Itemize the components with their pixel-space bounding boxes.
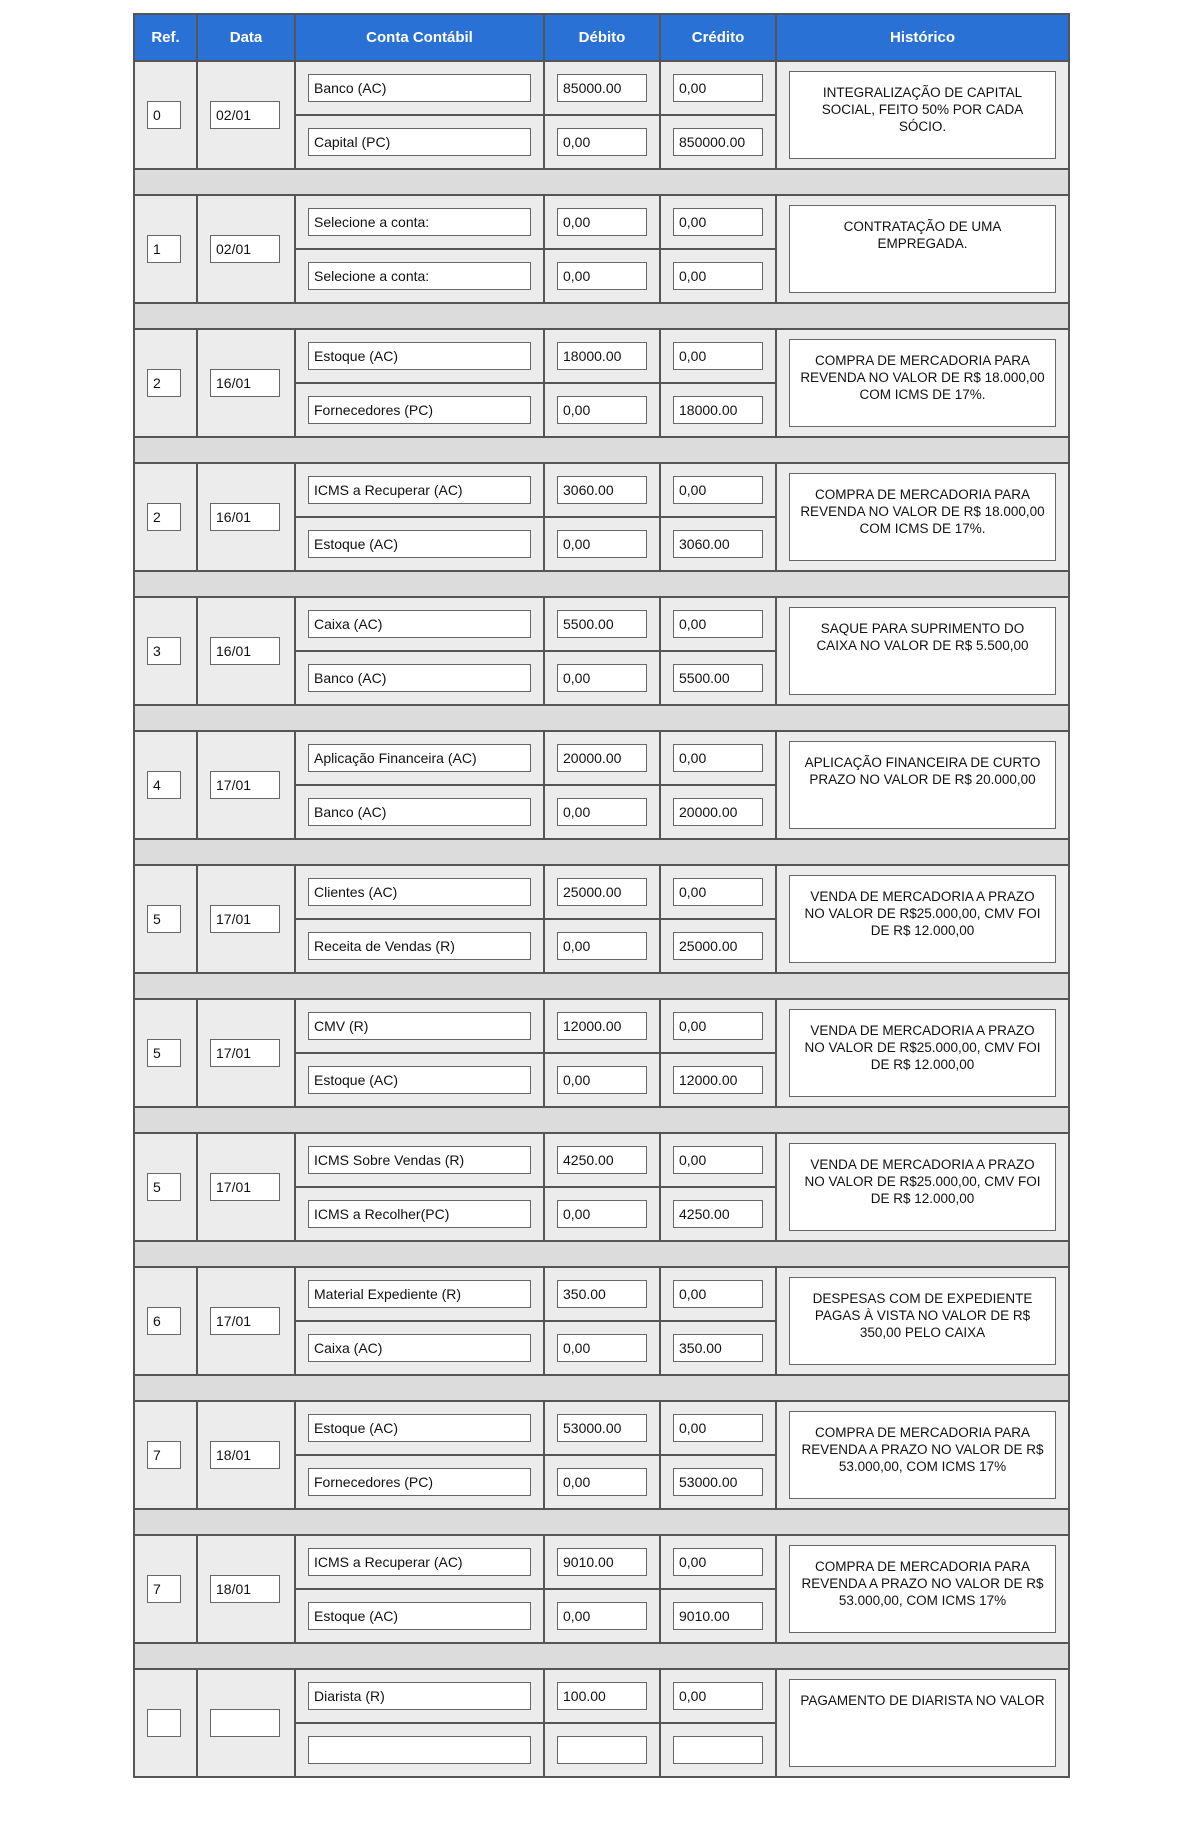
- debit-amount-input[interactable]: 0,00: [557, 262, 647, 290]
- date-input[interactable]: 16/01: [210, 637, 280, 665]
- history-textarea[interactable]: COMPRA DE MERCADORIA PARA REVENDA NO VALOR DE R$ 18.000,00 COM ICMS DE 17%.: [789, 473, 1056, 561]
- credit-cell: [660, 1401, 776, 1455]
- debit-cell: [544, 785, 660, 839]
- credit-cell: [660, 651, 776, 705]
- separator-cell: [134, 1375, 1069, 1401]
- debit-cell: [544, 1723, 660, 1777]
- entry-debit-row: [134, 1133, 1069, 1187]
- separator-row: [134, 571, 1069, 597]
- history-textarea[interactable]: SAQUE PARA SUPRIMENTO DO CAIXA NO VALOR DE R$ 5.500,00: [789, 607, 1056, 695]
- credit-amount-input[interactable]: 20000.00: [673, 798, 763, 826]
- debit-account-select[interactable]: ICMS a Recuperar (AC): [308, 1548, 531, 1576]
- credit-account-select[interactable]: Capital (PC): [308, 128, 531, 156]
- ref-cell: [134, 597, 197, 705]
- entry-debit-row: [134, 61, 1069, 115]
- debit-amount-input[interactable]: [557, 1736, 647, 1764]
- header-account: Conta Contábil: [295, 14, 544, 61]
- date-cell: [197, 1669, 295, 1777]
- account-cell: [295, 597, 544, 651]
- separator-cell: [134, 839, 1069, 865]
- debit-amount-input[interactable]: 0,00: [557, 396, 647, 424]
- credit-amount-input[interactable]: [673, 1736, 763, 1764]
- credit-cell: [660, 517, 776, 571]
- history-textarea[interactable]: DESPESAS COM DE EXPEDIENTE PAGAS À VISTA NO VALOR DE R$ 350,00 PELO CAIXA: [789, 1277, 1056, 1365]
- separator-row: [134, 1241, 1069, 1267]
- debit-amount-input[interactable]: 18000.00: [557, 342, 647, 370]
- account-cell: [295, 919, 544, 973]
- debit-account-select[interactable]: Estoque (AC): [308, 1414, 531, 1442]
- separator-cell: [134, 571, 1069, 597]
- credit-account-select[interactable]: Selecione a conta:: [308, 262, 531, 290]
- debit-cell: [544, 1455, 660, 1509]
- separator-row: [134, 1509, 1069, 1535]
- separator-cell: [134, 437, 1069, 463]
- credit-amount-input[interactable]: 0,00: [673, 1682, 763, 1710]
- credit-amount-input[interactable]: 4250.00: [673, 1200, 763, 1228]
- credit-cell: [660, 383, 776, 437]
- debit-cell: [544, 329, 660, 383]
- separator-row: [134, 1375, 1069, 1401]
- debit-amount-input[interactable]: 9010.00: [557, 1548, 647, 1576]
- account-cell: [295, 1053, 544, 1107]
- credit-account-select[interactable]: ICMS a Recolher(PC): [308, 1200, 531, 1228]
- credit-cell: [660, 999, 776, 1053]
- credit-cell: [660, 865, 776, 919]
- ref-input[interactable]: 5: [147, 905, 181, 933]
- separator-cell: [134, 1107, 1069, 1133]
- date-input[interactable]: 02/01: [210, 101, 280, 129]
- credit-account-select[interactable]: Estoque (AC): [308, 530, 531, 558]
- credit-amount-input[interactable]: 0,00: [673, 74, 763, 102]
- debit-cell: [544, 865, 660, 919]
- debit-cell: [544, 383, 660, 437]
- debit-account-select[interactable]: ICMS Sobre Vendas (R): [308, 1146, 531, 1174]
- separator-row: [134, 169, 1069, 195]
- credit-account-select[interactable]: Estoque (AC): [308, 1602, 531, 1630]
- history-textarea[interactable]: APLICAÇÃO FINANCEIRA DE CURTO PRAZO NO VALOR DE R$ 20.000,00: [789, 741, 1056, 829]
- separator-cell: [134, 1643, 1069, 1669]
- date-cell: [197, 195, 295, 303]
- debit-cell: [544, 597, 660, 651]
- date-cell: [197, 1267, 295, 1375]
- ref-cell: [134, 865, 197, 973]
- entry-debit-row: [134, 463, 1069, 517]
- debit-amount-input[interactable]: 100.00: [557, 1682, 647, 1710]
- date-input[interactable]: 16/01: [210, 369, 280, 397]
- separator-row: [134, 1107, 1069, 1133]
- credit-cell: [660, 1267, 776, 1321]
- credit-amount-input[interactable]: 18000.00: [673, 396, 763, 424]
- history-cell: [776, 195, 1069, 303]
- debit-account-select[interactable]: Selecione a conta:: [308, 208, 531, 236]
- debit-amount-input[interactable]: 53000.00: [557, 1414, 647, 1442]
- debit-account-select[interactable]: Aplicação Financeira (AC): [308, 744, 531, 772]
- account-cell: [295, 1187, 544, 1241]
- ref-cell: [134, 999, 197, 1107]
- credit-cell: [660, 115, 776, 169]
- date-cell: [197, 865, 295, 973]
- credit-amount-input[interactable]: 0,00: [673, 1414, 763, 1442]
- ref-cell: [134, 329, 197, 437]
- credit-amount-input[interactable]: 850000.00: [673, 128, 763, 156]
- header-ref: Ref.: [134, 14, 197, 61]
- credit-amount-input[interactable]: 25000.00: [673, 932, 763, 960]
- account-cell: [295, 1455, 544, 1509]
- account-cell: [295, 1589, 544, 1643]
- account-cell: [295, 731, 544, 785]
- entry-debit-row: [134, 1535, 1069, 1589]
- debit-cell: [544, 999, 660, 1053]
- credit-amount-input[interactable]: 0,00: [673, 1548, 763, 1576]
- debit-cell: [544, 1053, 660, 1107]
- credit-amount-input[interactable]: 0,00: [673, 476, 763, 504]
- debit-account-select[interactable]: Diarista (R): [308, 1682, 531, 1710]
- credit-amount-input[interactable]: 5500.00: [673, 664, 763, 692]
- ref-input[interactable]: 4: [147, 771, 181, 799]
- debit-amount-input[interactable]: 4250.00: [557, 1146, 647, 1174]
- debit-amount-input[interactable]: 0,00: [557, 208, 647, 236]
- entry-debit-row: [134, 1401, 1069, 1455]
- account-cell: [295, 651, 544, 705]
- account-cell: [295, 249, 544, 303]
- date-input[interactable]: 18/01: [210, 1575, 280, 1603]
- header-debit: Débito: [544, 14, 660, 61]
- account-cell: [295, 1321, 544, 1375]
- debit-cell: [544, 463, 660, 517]
- history-cell: [776, 1535, 1069, 1643]
- history-textarea[interactable]: VENDA DE MERCADORIA A PRAZO NO VALOR DE R$25.000,00, CMV FOI DE R$ 12.000,00: [789, 1009, 1056, 1097]
- date-input[interactable]: 17/01: [210, 1307, 280, 1335]
- date-cell: [197, 999, 295, 1107]
- history-textarea[interactable]: INTEGRALIZAÇÃO DE CAPITAL SOCIAL, FEITO 50% POR CADA SÓCIO.: [789, 71, 1056, 159]
- history-textarea[interactable]: COMPRA DE MERCADORIA PARA REVENDA NO VALOR DE R$ 18.000,00 COM ICMS DE 17%.: [789, 339, 1056, 427]
- history-textarea[interactable]: CONTRATAÇÃO DE UMA EMPREGADA.: [789, 205, 1056, 293]
- debit-amount-input[interactable]: 0,00: [557, 1334, 647, 1362]
- entry-debit-row: [134, 999, 1069, 1053]
- separator-cell: [134, 973, 1069, 999]
- date-input[interactable]: 16/01: [210, 503, 280, 531]
- history-cell: [776, 1669, 1069, 1777]
- separator-row: [134, 1643, 1069, 1669]
- credit-cell: [660, 1589, 776, 1643]
- ref-cell: [134, 195, 197, 303]
- ref-cell: [134, 1535, 197, 1643]
- ref-input[interactable]: 2: [147, 503, 181, 531]
- debit-account-select[interactable]: Caixa (AC): [308, 610, 531, 638]
- history-textarea[interactable]: COMPRA DE MERCADORIA PARA REVENDA A PRAZO NO VALOR DE R$ 53.000,00, COM ICMS 17%: [789, 1545, 1056, 1633]
- credit-cell: [660, 731, 776, 785]
- credit-cell: [660, 1321, 776, 1375]
- entry-debit-row: [134, 597, 1069, 651]
- account-cell: [295, 61, 544, 115]
- credit-cell: [660, 463, 776, 517]
- account-cell: [295, 999, 544, 1053]
- credit-cell: [660, 1723, 776, 1777]
- date-cell: [197, 1401, 295, 1509]
- history-cell: [776, 1133, 1069, 1241]
- credit-cell: [660, 1535, 776, 1589]
- date-cell: [197, 463, 295, 571]
- table-header-row: [134, 14, 1069, 61]
- credit-amount-input[interactable]: 9010.00: [673, 1602, 763, 1630]
- journal-body: [134, 61, 1069, 1777]
- credit-account-select[interactable]: Banco (AC): [308, 664, 531, 692]
- account-cell: [295, 1267, 544, 1321]
- account-cell: [295, 383, 544, 437]
- debit-cell: [544, 1267, 660, 1321]
- debit-cell: [544, 1589, 660, 1643]
- history-cell: [776, 597, 1069, 705]
- debit-account-select[interactable]: Clientes (AC): [308, 878, 531, 906]
- separator-row: [134, 973, 1069, 999]
- credit-amount-input[interactable]: 12000.00: [673, 1066, 763, 1094]
- ref-input[interactable]: [147, 1709, 181, 1737]
- account-cell: [295, 329, 544, 383]
- ref-input[interactable]: 5: [147, 1173, 181, 1201]
- history-cell: [776, 463, 1069, 571]
- credit-amount-input[interactable]: 0,00: [673, 1012, 763, 1040]
- account-cell: [295, 785, 544, 839]
- debit-amount-input[interactable]: 0,00: [557, 1468, 647, 1496]
- debit-cell: [544, 919, 660, 973]
- history-cell: [776, 731, 1069, 839]
- credit-account-select[interactable]: Banco (AC): [308, 798, 531, 826]
- account-cell: [295, 1133, 544, 1187]
- debit-amount-input[interactable]: 0,00: [557, 1200, 647, 1228]
- debit-amount-input[interactable]: 0,00: [557, 530, 647, 558]
- ref-cell: [134, 1401, 197, 1509]
- credit-cell: [660, 1187, 776, 1241]
- credit-amount-input[interactable]: 0,00: [673, 1146, 763, 1174]
- debit-amount-input[interactable]: 12000.00: [557, 1012, 647, 1040]
- account-cell: [295, 517, 544, 571]
- account-cell: [295, 1401, 544, 1455]
- date-input[interactable]: 17/01: [210, 771, 280, 799]
- credit-amount-input[interactable]: 0,00: [673, 744, 763, 772]
- debit-cell: [544, 1401, 660, 1455]
- debit-cell: [544, 61, 660, 115]
- history-cell: [776, 999, 1069, 1107]
- ref-input[interactable]: 5: [147, 1039, 181, 1067]
- separator-row: [134, 839, 1069, 865]
- separator-row: [134, 303, 1069, 329]
- credit-cell: [660, 1053, 776, 1107]
- entry-debit-row: [134, 329, 1069, 383]
- debit-cell: [544, 1669, 660, 1723]
- entry-debit-row: [134, 865, 1069, 919]
- ref-input[interactable]: 3: [147, 637, 181, 665]
- credit-amount-input[interactable]: 0,00: [673, 1280, 763, 1308]
- date-input[interactable]: 17/01: [210, 1173, 280, 1201]
- credit-account-select[interactable]: Fornecedores (PC): [308, 396, 531, 424]
- date-cell: [197, 1133, 295, 1241]
- debit-amount-input[interactable]: 20000.00: [557, 744, 647, 772]
- debit-amount-input[interactable]: 0,00: [557, 1066, 647, 1094]
- credit-amount-input[interactable]: 350.00: [673, 1334, 763, 1362]
- ref-cell: [134, 1669, 197, 1777]
- date-cell: [197, 1535, 295, 1643]
- journal-entries-table: [133, 13, 1070, 1778]
- entry-debit-row: [134, 1267, 1069, 1321]
- date-input[interactable]: 18/01: [210, 1441, 280, 1469]
- separator-cell: [134, 1509, 1069, 1535]
- date-input[interactable]: [210, 1709, 280, 1737]
- debit-cell: [544, 195, 660, 249]
- header-credit: Crédito: [660, 14, 776, 61]
- credit-account-select[interactable]: Caixa (AC): [308, 1334, 531, 1362]
- debit-account-select[interactable]: CMV (R): [308, 1012, 531, 1040]
- credit-cell: [660, 249, 776, 303]
- ref-input[interactable]: 2: [147, 369, 181, 397]
- entry-debit-row: [134, 1669, 1069, 1723]
- credit-cell: [660, 329, 776, 383]
- ref-cell: [134, 61, 197, 169]
- debit-amount-input[interactable]: 25000.00: [557, 878, 647, 906]
- debit-amount-input[interactable]: 0,00: [557, 128, 647, 156]
- separator-cell: [134, 169, 1069, 195]
- credit-account-select[interactable]: [308, 1736, 531, 1764]
- debit-amount-input[interactable]: 85000.00: [557, 74, 647, 102]
- separator-row: [134, 437, 1069, 463]
- ref-input[interactable]: 7: [147, 1575, 181, 1603]
- credit-amount-input[interactable]: 0,00: [673, 262, 763, 290]
- account-cell: [295, 463, 544, 517]
- credit-cell: [660, 1455, 776, 1509]
- debit-cell: [544, 1535, 660, 1589]
- history-cell: [776, 329, 1069, 437]
- history-cell: [776, 865, 1069, 973]
- date-input[interactable]: 02/01: [210, 235, 280, 263]
- date-cell: [197, 597, 295, 705]
- credit-cell: [660, 1133, 776, 1187]
- debit-cell: [544, 1133, 660, 1187]
- credit-cell: [660, 919, 776, 973]
- debit-amount-input[interactable]: 0,00: [557, 664, 647, 692]
- debit-amount-input[interactable]: 0,00: [557, 1602, 647, 1630]
- debit-account-select[interactable]: Banco (AC): [308, 74, 531, 102]
- credit-cell: [660, 195, 776, 249]
- date-input[interactable]: 17/01: [210, 1039, 280, 1067]
- credit-amount-input[interactable]: 0,00: [673, 878, 763, 906]
- credit-account-select[interactable]: Estoque (AC): [308, 1066, 531, 1094]
- ref-cell: [134, 1133, 197, 1241]
- account-cell: [295, 1723, 544, 1777]
- ref-cell: [134, 731, 197, 839]
- credit-cell: [660, 597, 776, 651]
- credit-amount-input[interactable]: 3060.00: [673, 530, 763, 558]
- account-cell: [295, 115, 544, 169]
- date-cell: [197, 731, 295, 839]
- debit-account-select[interactable]: Material Expediente (R): [308, 1280, 531, 1308]
- separator-row: [134, 705, 1069, 731]
- history-textarea[interactable]: VENDA DE MERCADORIA A PRAZO NO VALOR DE R$25.000,00, CMV FOI DE R$ 12.000,00: [789, 1143, 1056, 1231]
- credit-cell: [660, 1669, 776, 1723]
- debit-cell: [544, 115, 660, 169]
- history-cell: [776, 1267, 1069, 1375]
- credit-amount-input[interactable]: 0,00: [673, 208, 763, 236]
- date-cell: [197, 61, 295, 169]
- header-date: Data: [197, 14, 295, 61]
- debit-cell: [544, 1187, 660, 1241]
- separator-cell: [134, 303, 1069, 329]
- ref-input[interactable]: 1: [147, 235, 181, 263]
- history-textarea[interactable]: PAGAMENTO DE DIARISTA NO VALOR: [789, 1679, 1056, 1767]
- debit-cell: [544, 731, 660, 785]
- debit-account-select[interactable]: ICMS a Recuperar (AC): [308, 476, 531, 504]
- debit-amount-input[interactable]: 0,00: [557, 798, 647, 826]
- credit-account-select[interactable]: Receita de Vendas (R): [308, 932, 531, 960]
- history-textarea[interactable]: COMPRA DE MERCADORIA PARA REVENDA A PRAZO NO VALOR DE R$ 53.000,00, COM ICMS 17%: [789, 1411, 1056, 1499]
- credit-amount-input[interactable]: 0,00: [673, 342, 763, 370]
- debit-account-select[interactable]: Estoque (AC): [308, 342, 531, 370]
- ref-input[interactable]: 6: [147, 1307, 181, 1335]
- ref-input[interactable]: 0: [147, 101, 181, 129]
- ref-input[interactable]: 7: [147, 1441, 181, 1469]
- entry-debit-row: [134, 195, 1069, 249]
- account-cell: [295, 1535, 544, 1589]
- debit-amount-input[interactable]: 350.00: [557, 1280, 647, 1308]
- debit-cell: [544, 517, 660, 571]
- debit-cell: [544, 651, 660, 705]
- date-cell: [197, 329, 295, 437]
- debit-amount-input[interactable]: 3060.00: [557, 476, 647, 504]
- ref-cell: [134, 463, 197, 571]
- credit-cell: [660, 61, 776, 115]
- account-cell: [295, 1669, 544, 1723]
- debit-amount-input[interactable]: 0,00: [557, 932, 647, 960]
- date-input[interactable]: 17/01: [210, 905, 280, 933]
- header-history: Histórico: [776, 14, 1069, 61]
- credit-account-select[interactable]: Fornecedores (PC): [308, 1468, 531, 1496]
- separator-cell: [134, 1241, 1069, 1267]
- debit-amount-input[interactable]: 5500.00: [557, 610, 647, 638]
- separator-cell: [134, 705, 1069, 731]
- credit-amount-input[interactable]: 53000.00: [673, 1468, 763, 1496]
- ref-cell: [134, 1267, 197, 1375]
- debit-cell: [544, 249, 660, 303]
- credit-amount-input[interactable]: 0,00: [673, 610, 763, 638]
- account-cell: [295, 195, 544, 249]
- history-cell: [776, 61, 1069, 169]
- debit-cell: [544, 1321, 660, 1375]
- credit-cell: [660, 785, 776, 839]
- account-cell: [295, 865, 544, 919]
- history-textarea[interactable]: VENDA DE MERCADORIA A PRAZO NO VALOR DE R$25.000,00, CMV FOI DE R$ 12.000,00: [789, 875, 1056, 963]
- history-cell: [776, 1401, 1069, 1509]
- entry-debit-row: [134, 731, 1069, 785]
